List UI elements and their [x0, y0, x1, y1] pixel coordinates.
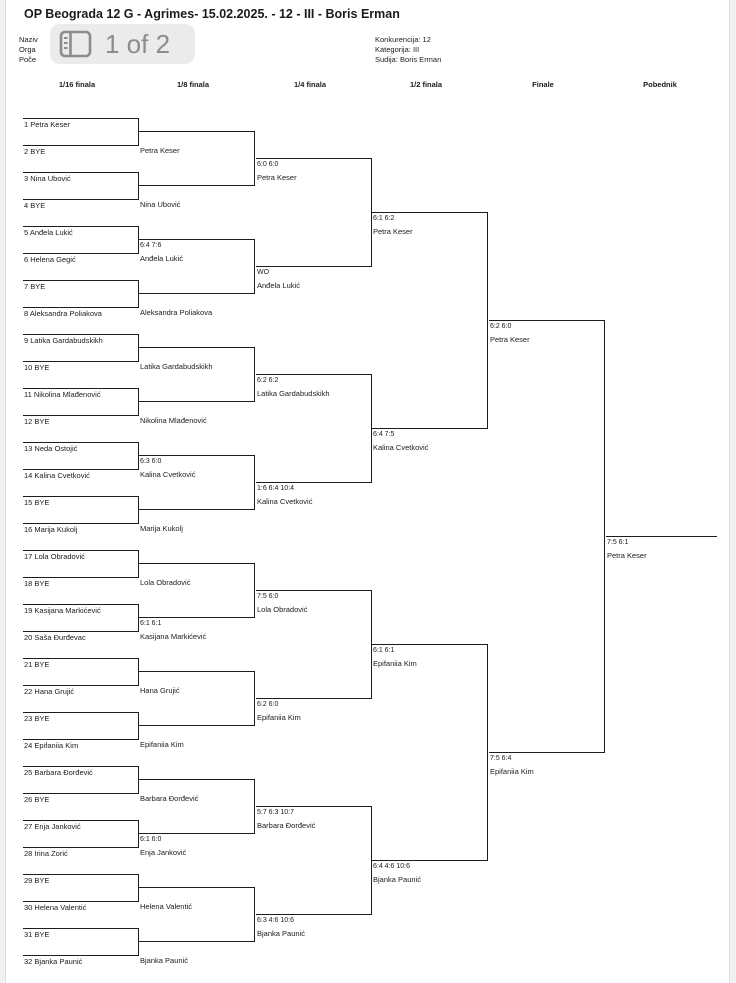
bracket-line: [23, 118, 139, 119]
player-name: Marija Kukolj: [140, 523, 183, 533]
player-name: 21 BYE: [24, 660, 50, 669]
bracket-connector: [254, 239, 255, 294]
player-name: Petra Keser: [257, 172, 297, 182]
player-name: 10 BYE: [24, 363, 50, 372]
player-name: Lola Obradović: [140, 577, 191, 587]
match-slot-r2: [140, 118, 250, 156]
info-left: [19, 35, 38, 65]
bracket-line: [23, 577, 139, 578]
bracket-line: [256, 806, 372, 807]
bracket-line: [23, 172, 139, 173]
player-name: Bjanka Paunić: [257, 928, 305, 938]
bracket-line: [372, 644, 488, 645]
bracket-line: [372, 212, 488, 213]
page-indicator[interactable]: [50, 24, 195, 64]
player-name: 22 Hana Grujić: [24, 687, 75, 696]
bracket-line: [139, 347, 255, 348]
bracket-line: [256, 590, 372, 591]
bracket-line: [256, 698, 372, 699]
player-name: 11 Nikolina Mlađenović: [24, 390, 101, 399]
match-score: 6:4 7:5: [373, 430, 395, 438]
match-slot-r2: [140, 712, 250, 750]
match-slot-r2: [140, 820, 250, 858]
bracket-line: [256, 482, 372, 483]
match-slot-r3: [257, 793, 367, 831]
player-name: Helena Valentić: [140, 901, 192, 911]
bracket-line: [23, 550, 139, 551]
match-score: 6:1 6:2: [373, 214, 395, 222]
player-name: Lola Obradović: [257, 604, 308, 614]
player-name: Barbara Đorđević: [257, 820, 316, 830]
player-name: 6 Helena Gegić: [24, 255, 76, 264]
match-slot-r2: [140, 172, 250, 210]
bracket-line: [23, 658, 139, 659]
match-slot-r2: [140, 928, 250, 966]
bracket-line: [23, 604, 139, 605]
bracket-line: [139, 833, 255, 834]
player-name: Epifaniia Kim: [257, 712, 301, 722]
match-score: 6:3 4:6 10:6: [257, 916, 294, 924]
bracket-line: [23, 820, 139, 821]
bracket-line: [139, 563, 255, 564]
match-score: 6:1 6:0: [140, 835, 162, 843]
bracket-line: [23, 523, 139, 524]
match-score: 6:1 6:1: [140, 619, 162, 627]
match-slot-r3: [257, 685, 367, 723]
bracket-line: [139, 725, 255, 726]
player-name: 5 Anđela Lukić: [24, 228, 73, 237]
match-slot-r3: [257, 253, 367, 291]
player-name: Bjanka Paunić: [373, 874, 421, 884]
match-slot-r2: [140, 874, 250, 912]
bracket-connector: [254, 779, 255, 834]
bracket-line: [23, 469, 139, 470]
bracket-line: [23, 253, 139, 254]
page-indicator-label: 1 of 2: [105, 28, 171, 59]
bracket-line: [256, 914, 372, 915]
player-name: Petra Keser: [490, 334, 530, 344]
player-name: 20 Saša Đurđevac: [24, 633, 86, 642]
bracket-line: [139, 239, 255, 240]
bracket-line: [23, 955, 139, 956]
player-name: Epifaniia Kim: [373, 658, 417, 668]
match-score: 6:4 7:6: [140, 241, 162, 249]
player-name: 12 BYE: [24, 417, 50, 426]
player-name: Latika Gardabudskikh: [140, 361, 213, 371]
bracket-line: [23, 496, 139, 497]
player-name: 29 BYE: [24, 876, 50, 885]
bracket-line: [139, 509, 255, 510]
player-name: 31 BYE: [24, 930, 50, 939]
player-name: Petra Keser: [140, 145, 180, 155]
player-name: 23 BYE: [24, 714, 50, 723]
bracket-line: [23, 685, 139, 686]
match-slot-r4: [373, 415, 483, 453]
player-name: 27 Enja Janković: [24, 822, 81, 831]
bracket-line: [139, 671, 255, 672]
match-score: 6:0 6:0: [257, 160, 279, 168]
match-slot-r2: [140, 604, 250, 642]
bracket-line: [606, 536, 717, 537]
bracket-line: [139, 779, 255, 780]
match-slot-r3: [257, 577, 367, 615]
player-name: 30 Helena Valentić: [24, 903, 87, 912]
match-slot-r3: [257, 901, 367, 939]
match-slot-r3: [257, 361, 367, 399]
player-name: 16 Marija Kukolj: [24, 525, 78, 534]
bracket-line: [489, 320, 605, 321]
player-name: 19 Kasijana Markićević: [24, 606, 101, 615]
match-score: 1:6 6:4 10:4: [257, 484, 294, 492]
player-name: 15 BYE: [24, 498, 50, 507]
bracket-connector: [254, 347, 255, 402]
match-slot-r2: [140, 658, 250, 696]
match-score: 6:1 6:1: [373, 646, 395, 654]
info-right: [375, 35, 441, 65]
match-score: 6:4 4:6 10:6: [373, 862, 410, 870]
match-score: 6:2 6:2: [257, 376, 279, 384]
player-name: 13 Neda Ostojić: [24, 444, 78, 453]
player-name: 32 Bjanka Paunić: [24, 957, 83, 966]
bracket-connector: [254, 887, 255, 942]
player-name: Epifaniia Kim: [140, 739, 184, 749]
player-name: Barbara Đorđević: [140, 793, 199, 803]
match-score: 6:2 6:0: [257, 700, 279, 708]
info-category: Kategorija: III: [375, 45, 420, 54]
player-name: Anđela Lukić: [140, 253, 183, 263]
match-slot-r2: [140, 496, 250, 534]
info-label-name: Naziv: [19, 35, 38, 44]
player-name: 2 BYE: [24, 147, 46, 156]
bracket-line: [139, 455, 255, 456]
bracket-line: [23, 307, 139, 308]
bracket-line: [139, 401, 255, 402]
player-name: Aleksandra Poliakova: [140, 307, 213, 317]
match-slot-r2: [140, 766, 250, 804]
player-name: 7 BYE: [24, 282, 46, 291]
draw-sheet: [5, 0, 730, 983]
player-name: 28 Irina Zorić: [24, 849, 68, 858]
bracket-line: [23, 199, 139, 200]
match-slot-r4: [373, 847, 483, 885]
player-name: Kalina Cvetković: [140, 469, 196, 479]
player-name: Kalina Cvetković: [373, 442, 429, 452]
player-name: Bjanka Paunić: [140, 955, 188, 965]
match-slot-r3: [257, 469, 367, 507]
player-name: Petra Keser: [373, 226, 413, 236]
bracket-connector: [254, 563, 255, 618]
info-referee: Sudija: Boris Erman: [375, 55, 442, 64]
player-name: Kalina Cvetković: [257, 496, 313, 506]
player-name: 18 BYE: [24, 579, 50, 588]
match-slot-r5: [490, 739, 600, 777]
bracket-line: [23, 145, 139, 146]
player-name: 3 Nina Ubović: [24, 174, 71, 183]
player-name: 26 BYE: [24, 795, 50, 804]
match-slot-r4: [373, 631, 483, 669]
player-name: 14 Kalina Cvetković: [24, 471, 90, 480]
bracket-line: [23, 766, 139, 767]
match-slot-r5: [490, 307, 600, 345]
winner-slot: [607, 523, 717, 561]
bracket-line: [256, 158, 372, 159]
player-name: Nikolina Mlađenović: [140, 415, 207, 425]
match-score: 5:7 6:3 10:7: [257, 808, 294, 816]
match-slot-r4: [373, 199, 483, 237]
bracket-line: [256, 374, 372, 375]
bracket-line: [23, 361, 139, 362]
bracket-line: [139, 131, 255, 132]
bracket-connector: [254, 671, 255, 726]
info-competition: Konkurencija: 12: [375, 35, 431, 44]
match-score: 7:5 6:1: [607, 538, 629, 546]
player-name: Nina Ubović: [140, 199, 181, 209]
bracket-line: [23, 442, 139, 443]
player-name: 17 Lola Obradović: [24, 552, 85, 561]
match-slot-r2: [140, 442, 250, 480]
player-name: 24 Epifaniia Kim: [24, 741, 79, 750]
draw-title: OP Beograda 12 G - Agrimes- 15.02.2025. - 12 - III - Boris Erman: [24, 7, 400, 21]
bracket-line: [23, 847, 139, 848]
bracket-line: [139, 887, 255, 888]
bracket-line: [23, 901, 139, 902]
player-name: 1 Petra Keser: [24, 120, 70, 129]
match-score: 6:3 6:0: [140, 457, 162, 465]
player-name: Enja Janković: [140, 847, 187, 857]
match-score: 7:5 6:4: [490, 754, 512, 762]
player-name: 25 Barbara Đorđević: [24, 768, 93, 777]
bracket-line: [372, 428, 488, 429]
round-header-1-16: 1/16 finala: [58, 80, 96, 89]
info-label-start: Poče: [19, 55, 37, 64]
player-name: Petra Keser: [607, 550, 647, 560]
bracket-connector: [487, 212, 488, 429]
bracket-line: [23, 739, 139, 740]
match-slot-r2: [140, 550, 250, 588]
match-slot-r3: [257, 145, 367, 183]
round-header-final: Finale: [532, 80, 554, 89]
sidebar-panel-icon: [59, 29, 93, 59]
match-slot-r2: [140, 226, 250, 264]
bracket-connector: [604, 320, 605, 753]
bracket-line: [23, 388, 139, 389]
bracket-line: [23, 793, 139, 794]
match-slot-r2: [140, 388, 250, 426]
bracket-line: [139, 293, 255, 294]
match-slot-r2: [140, 280, 250, 318]
match-score: 6:2 6:0: [490, 322, 512, 330]
player-name: 4 BYE: [24, 201, 46, 210]
player-name: 9 Latika Gardabudskikh: [24, 336, 103, 345]
bracket-line: [23, 415, 139, 416]
bracket-line: [23, 712, 139, 713]
player-name: Latika Gardabudskikh: [257, 388, 330, 398]
bracket-line: [23, 226, 139, 227]
bracket-line: [489, 752, 605, 753]
round-header-winner: Pobednik: [643, 80, 677, 89]
bracket-line: [23, 631, 139, 632]
bracket-line: [139, 185, 255, 186]
bracket-line: [139, 617, 255, 618]
bracket-line: [256, 266, 372, 267]
match-score: WO: [257, 268, 270, 276]
bracket-line: [23, 334, 139, 335]
player-name: Hana Grujić: [140, 685, 180, 695]
match-score: 7:5 6:0: [257, 592, 279, 600]
bracket-connector: [487, 644, 488, 861]
info-label-organizer: Orga: [19, 45, 36, 54]
bracket-connector: [254, 455, 255, 510]
player-name: Epifaniia Kim: [490, 766, 534, 776]
player-name: 8 Aleksandra Poliakova: [24, 309, 102, 318]
match-slot-r2: [140, 334, 250, 372]
player-name: Kasijana Markićević: [140, 631, 207, 641]
bracket-line: [23, 928, 139, 929]
bracket-line: [372, 860, 488, 861]
player-name: Anđela Lukić: [257, 280, 300, 290]
bracket-connector: [254, 131, 255, 186]
bracket-line: [23, 280, 139, 281]
bracket-line: [23, 874, 139, 875]
bracket-line: [139, 941, 255, 942]
round-header-1-2: 1/2 finala: [409, 80, 443, 89]
round-header-1-4: 1/4 finala: [293, 80, 327, 89]
round-header-1-8: 1/8 finala: [176, 80, 210, 89]
